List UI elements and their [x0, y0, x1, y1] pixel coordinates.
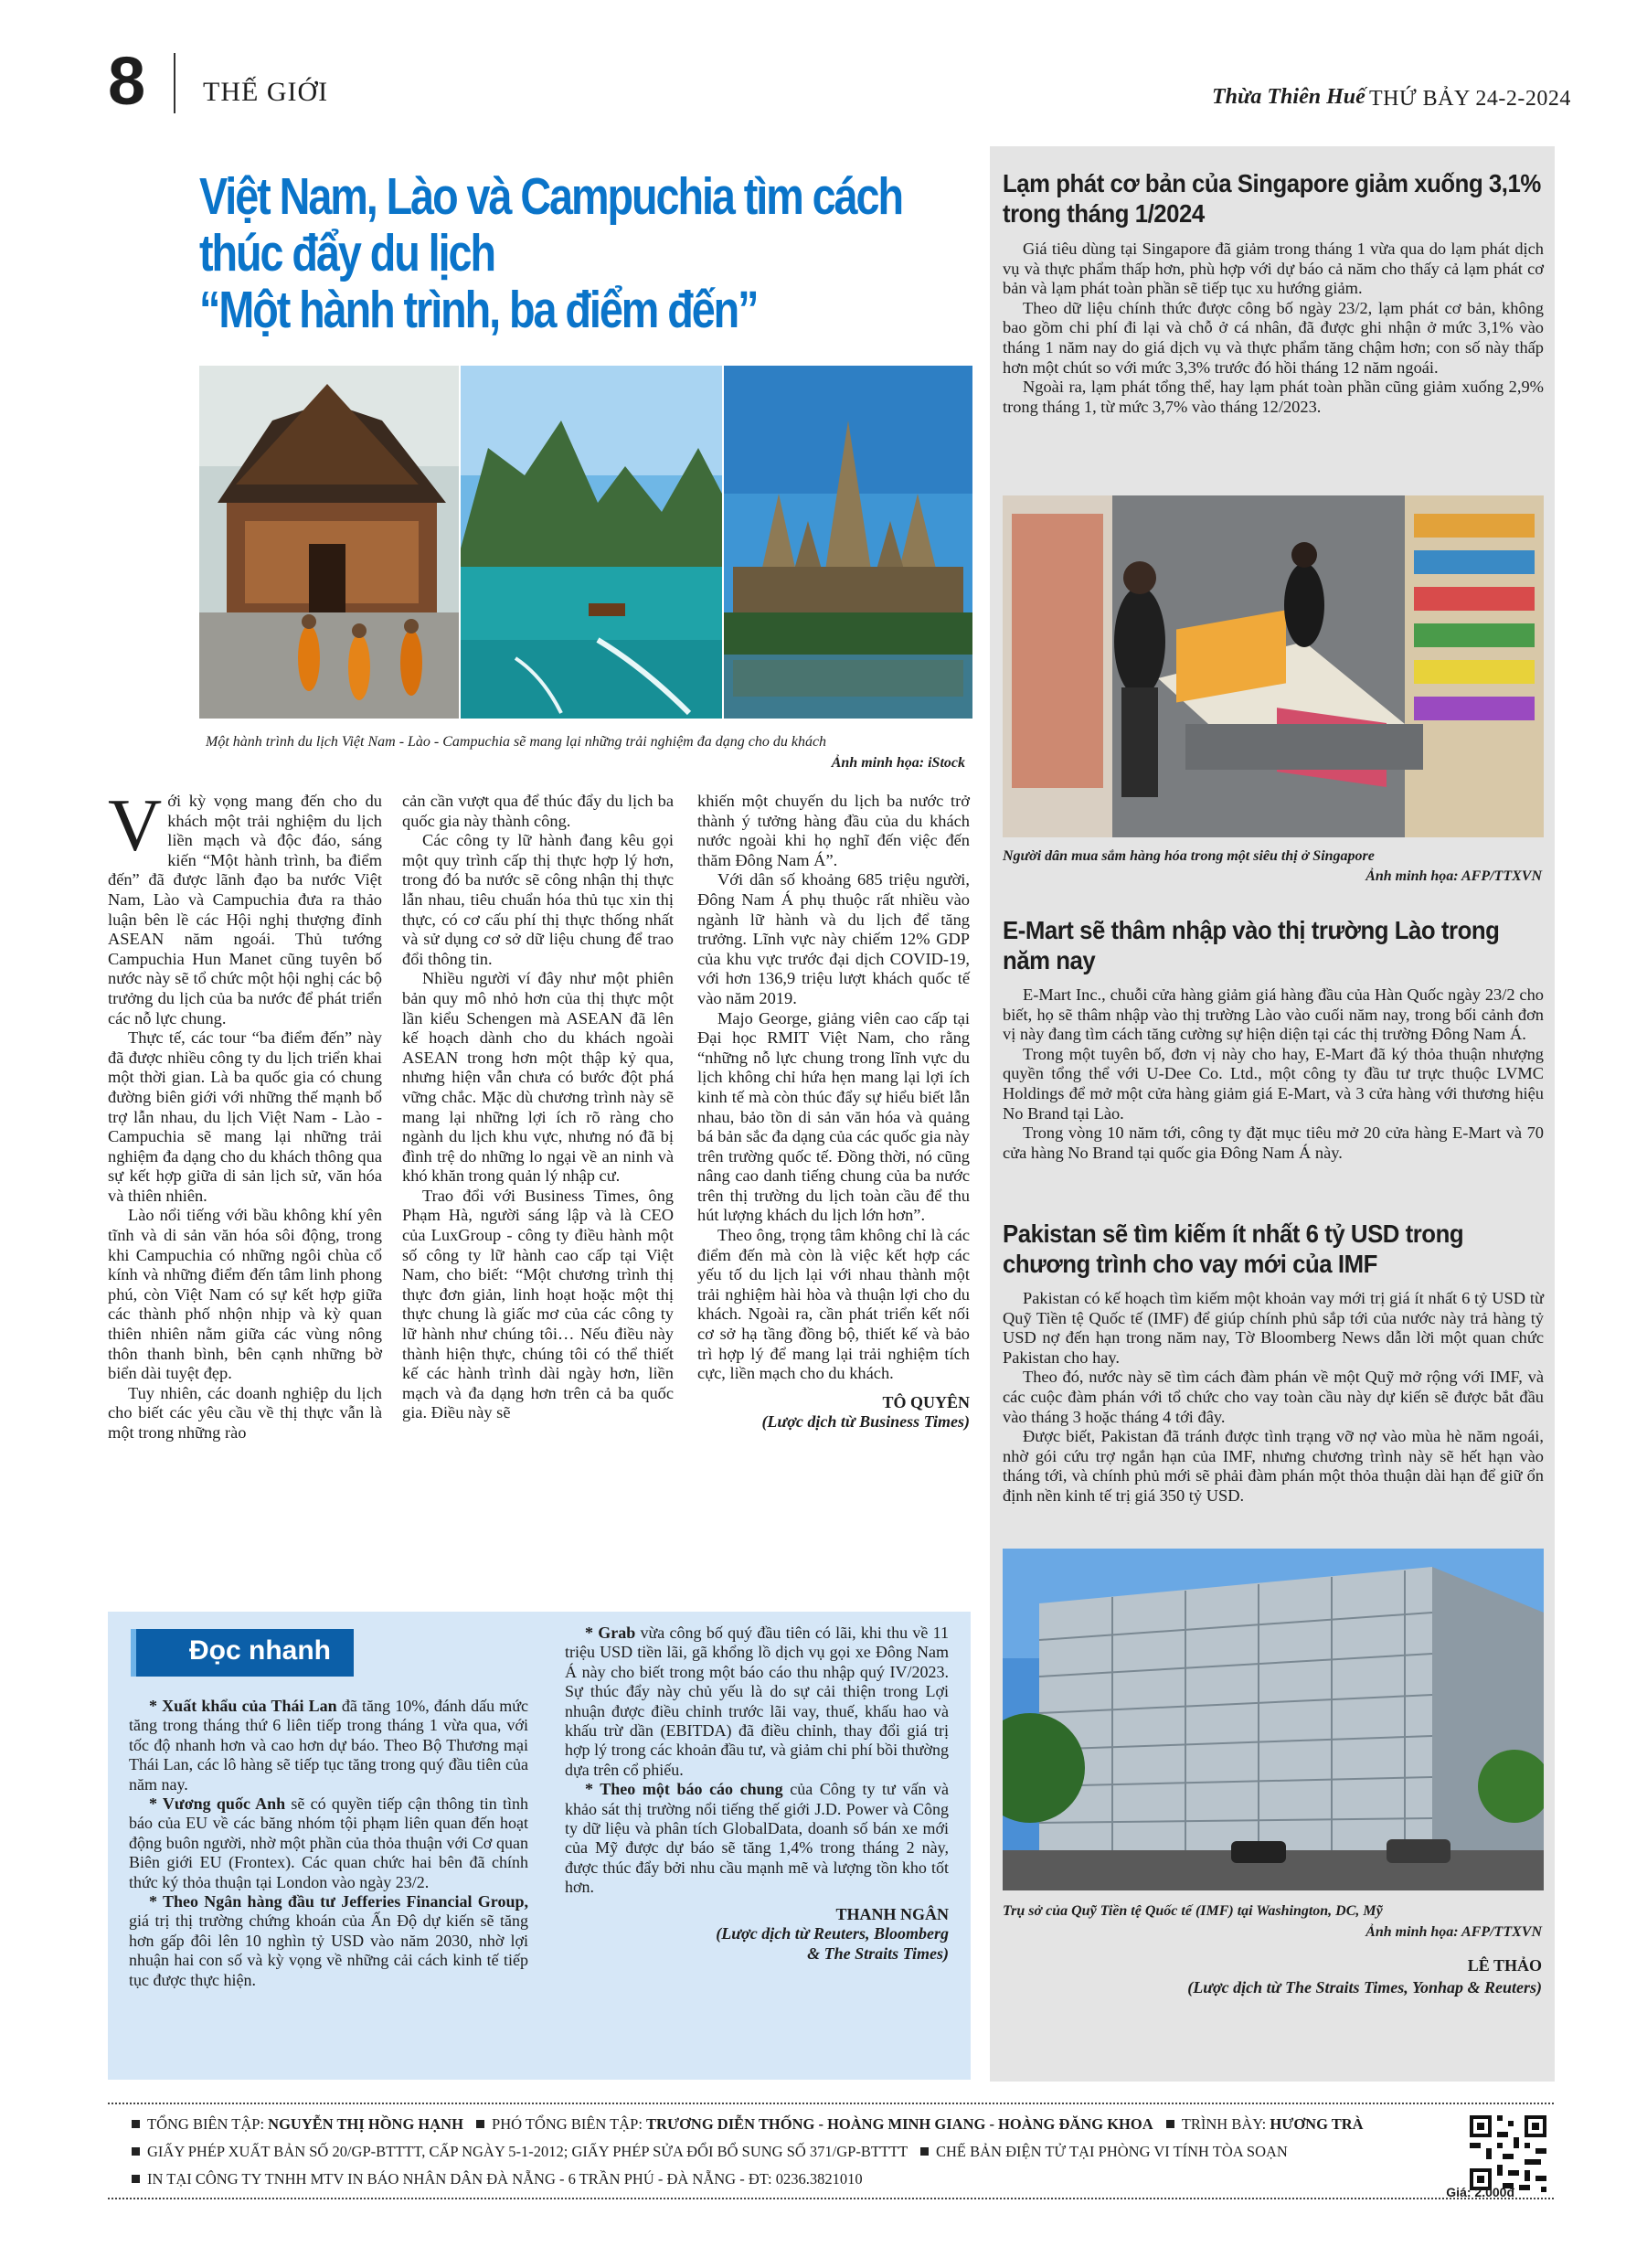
paragraph [108, 783, 382, 1028]
section-title: THẾ GIỚI [203, 77, 329, 107]
singapore-headline: Lạm phát cơ bản của Singapore giảm xuống 3,1% trong tháng 1/2024 [1003, 169, 1541, 228]
main-photo-caption: Một hành trình du lịch Việt Nam - Lào - Campuchia sẽ mang lại những trải nghiệm đa dạng cho du khách [206, 734, 827, 750]
quick-read-label: Đọc nhanh [131, 1629, 354, 1677]
footer-printer: IN TẠI CÔNG TY TNHH MTV IN BÁO NHÂN DÂN ĐÀ NẴNG - 6 TRẦN PHÚ - ĐÀ NẴNG - ĐT: 0236.3821010 [132, 2170, 863, 2188]
quick-read-source-1: (Lược dịch từ Reuters, Bloomberg [716, 1924, 949, 1943]
qr-code-icon [1466, 2112, 1550, 2194]
paragraph: Trong vòng 10 năm tới, công ty đặt mục tiêu mở 20 cửa hàng E-Mart và 70 cửa hàng No Brand tại quốc gia Đông Nam Á này. [1003, 1123, 1544, 1162]
paragraph: Trao đổi với Business Times, ông Phạm Hà, người sáng lập và là CEO của LuxGroup - công ty điều hành một số công ty lữ hành cao cấp tại Việt Nam, cho biết: “Một chương trình thị thực đơn giản, linh hoạt hoặc một thị thực chung là giấc mơ của các công ty lữ hành như chúng tôi… Nếu điều này thành hiện thực, chúng tôi có thể thiết kế các hành trình dài ngày hơn, liền mạch và đa dạng hơn trên cả ba quốc gia. Điều này sẽ [402, 1186, 674, 1422]
newspaper-name: Thừa Thiên Huế [1212, 85, 1365, 109]
quick-read-left [129, 1697, 528, 1990]
paragraph: Theo dữ liệu chính thức được công bố ngày 23/2, lạm phát cơ bản, không bao gồm chi phí đi lại và chỗ ở cá nhân, đã được ghi nhận ở mức 3,1% vào tháng 1 năm nay do giá dịch vụ và thực phẩm tăng chậm hơn; con số này thấp hơn một chút so với mức 3,3% trước đó hồi tháng 12 năm ngoái. [1003, 298, 1544, 377]
masthead-footer [108, 2103, 1554, 2199]
paragraph: E-Mart Inc., chuỗi cửa hàng giảm giá hàng đầu của Hàn Quốc ngày 23/2 cho biết, họ sẽ thâm nhập vào thị trường Lào vào cuối năm nay, trong bối cảnh đơn vị này đang tìm cách tăng cường sự hiện diện tại các thị trường Đông Nam Á. [1003, 985, 1544, 1044]
singapore-photo-credit: Ảnh minh họa: AFP/TTXVN [1365, 868, 1542, 884]
imf-building-photo [1003, 1549, 1544, 1890]
article-source: (Lược dịch từ Business Times) [761, 1412, 970, 1432]
sidebar-author: LÊ THẢO [1467, 1956, 1542, 1975]
article-column-2 [402, 792, 674, 1423]
price-label: Giá: 2.000đ [1446, 2185, 1514, 2199]
paragraph-text: ới kỳ vọng mang đến cho du khách một trải nghiệm du lịch liền mạch và độc đáo, sáng kiến “Một hành trình, ba điểm đến” đã được lãnh đạo ba nước Việt Nam, Lào và Campuchia đưa ra thảo luận bên lề các Hội nghị thượng đỉnh ASEAN năm ngoái. Thủ tướng Campuchia Hun Manet cũng tuyên bố nước này sẽ tổ chức một hội nghị các bộ trưởng du lịch của ba nước để phát triển các nỗ lực chung. [108, 792, 382, 1028]
halong-bay-photo [461, 366, 722, 719]
label-accent-bar [131, 1629, 136, 1677]
quick-item: * Theo Ngân hàng đầu tư Jefferies Financial Group, giá trị thị trường chứng khoán của Ấn Độ dự kiến sẽ tăng hơn gấp đôi lên 10 nghìn tỷ USD vào năm 2030, nhờ lợi nhuận hai con số và kỳ vọng về những cải cách kinh tế tiếp tục được thực hiện. [129, 1892, 528, 1989]
main-headline [199, 168, 972, 338]
quick-item: * Xuất khẩu của Thái Lan đã tăng 10%, đánh dấu mức tăng trong tháng thứ 6 liên tiếp trong tháng 1 vừa qua, với tốc độ nhanh hơn và cao hơn dự báo. Theo Bộ Thương mại Thái Lan, các lô hàng sẽ tiếp tục tăng trong quý đầu tiên của năm nay. [129, 1697, 529, 1794]
angkor-wat-photo [724, 366, 972, 719]
quick-item: * Grab vừa công bố quý đầu tiên có lãi, khi thu về 11 triệu USD tiền lãi, gã khổng lồ dịch vụ gọi xe Đông Nam Á này cho biết trong một báo cáo thu nhập quý IV/2023. Sự thúc đẩy này chủ yếu là do sự cải thiện trong Lợi nhuận được điều chỉnh trước lãi vay, thuế, khấu hao và khấu trừ dần (EBITDA) đã điều chỉnh, thay đổi giá trị hợp lý trong các khoản đầu tư, và giảm chi phí bồi thường dựa trên cổ phiếu. [565, 1624, 949, 1779]
paragraph: Giá tiêu dùng tại Singapore đã giảm trong tháng 1 vừa qua do lạm phát dịch vụ và thực phẩm thấp hơn, phù hợp với dự báo cả năm cho thấy cả lạm phát cơ bản và lạm phát toàn phần sẽ tiếp tục xu hướng giảm. [1003, 240, 1544, 298]
footer-editors: TỔNG BIÊN TẬP: NGUYỄN THỊ HỒNG HẠNH PHÓ TỔNG BIÊN TẬP: TRƯƠNG DIỄN THỐNG - HOÀNG MINH GIANG - HOÀNG ĐĂNG KHOA TRÌNH BÀY: HƯƠNG TRÀ [132, 2115, 1364, 2134]
paragraph: cản cần vượt qua để thúc đẩy du lịch ba quốc gia này thành công. [402, 792, 674, 830]
paragraph: Lào nổi tiếng với bầu không khí yên tĩnh và di sản văn hóa sôi động, trong khi Campuchia có những ngôi chùa cổ kính và những điểm đến tâm linh phong phú, còn Việt Nam có sự kết hợp giữa các thành phố nhộn nhịp và kỳ quan thiên nhiên nằm giữa các vùng nông thôn thanh bình, bên cạnh những bờ biển dài tuyệt đẹp. [108, 1206, 382, 1383]
emart-headline: E-Mart sẽ thâm nhập vào thị trường Lào trong năm nay [1003, 916, 1500, 974]
sidebar-source: (Lược dịch từ The Straits Times, Yonhap & Reuters) [1187, 1978, 1542, 1996]
paragraph: Theo ông, trọng tâm không chỉ là các điểm đến mà còn là việc kết hợp các yếu tố du lịch lại với nhau thành một trải nghiệm hài hòa và thuận lợi cho du khách. Ngoài ra, cần phát triển kết nối cơ sở hạ tầng đồng bộ, thiết kế và bảo trì hợp lý để mang lại trải nghiệm tích cực, liền mạch cho du khách. [697, 1226, 970, 1383]
page-number: 8 [108, 43, 146, 119]
paragraph: Trong một tuyên bố, đơn vị này cho hay, E-Mart đã ký thỏa thuận nhượng quyền tổng thể với U-Dee Co. Ltd., một công ty đầu tư trực thuộc LVMC Holdings để mở một cửa hàng giảm giá E-Mart, và 3 cửa hàng với thương hiệu No Brand tại Lào. [1003, 1044, 1544, 1123]
paragraph: Được biết, Pakistan đã tránh được tình trạng vỡ nợ vào mùa hè năm ngoái, nhờ gói cứu trợ ngắn hạn của IMF, nhưng chương trình này sẽ hết hạn vào tháng tới, và chính phủ mới sẽ phải đàm phán một thỏa thuận dài hạn để giữ ổn định nền kinh tế trị giá 350 tỷ USD. [1003, 1427, 1544, 1505]
pakistan-headline: Pakistan sẽ tìm kiếm ít nhất 6 tỷ USD trong chương trình cho vay mới của IMF [1003, 1219, 1464, 1278]
headline-line-2: “Một hành trình, ba điểm đến” [199, 281, 758, 339]
emart-body [1003, 985, 1544, 1163]
paragraph: Pakistan có kế hoạch tìm kiếm một khoản vay mới trị giá ít nhất 6 tỷ USD từ Quỹ Tiền tệ Quốc tế (IMF) để giúp chính phủ sắp tới của nước này trả hàng tỷ USD nợ đến hạn trong năm nay, Tờ Bloomberg News dẫn lời một quan chức Pakistan cho hay. [1003, 1289, 1544, 1367]
imf-photo-credit: Ảnh minh họa: AFP/TTXVN [1365, 1924, 1542, 1940]
laos-temple-photo [199, 366, 459, 719]
headline-line-1: Việt Nam, Lào và Campuchia tìm cách thúc đẩy du lịch [199, 167, 903, 282]
quick-item: * Vương quốc Anh sẽ có quyền tiếp cận thông tin tình báo của EU về các băng nhóm tội phạm liên quan đến hoạt động buôn người, nhờ một phần của thỏa thuận với Cơ quan Biên giới EU (Frontex). Các quan chức hai bên đã chính thức ký thỏa thuận tại London vào ngày 23/2. [129, 1794, 528, 1891]
singapore-body [1003, 240, 1544, 417]
footer-license: GIẤY PHÉP XUẤT BẢN SỐ 20/GP-BTTTT, CẤP NGÀY 5-1-2012; GIẤY PHÉP SỬA ĐỔI BỔ SUNG SỐ 371/GP-BTTTT CHẾ BẢN ĐIỆN TỬ TẠI PHÒNG VI TÍNH TÒA SOẠN [132, 2143, 1288, 2161]
supermarket-photo [1003, 495, 1544, 837]
pakistan-body [1003, 1289, 1544, 1507]
quick-read-right [565, 1624, 949, 1964]
quick-read-source-2: & The Straits Times) [807, 1943, 949, 1963]
imf-photo-caption: Trụ sở của Quỹ Tiền tệ Quốc tế (IMF) tại Washington, DC, Mỹ [1003, 1903, 1383, 1919]
quick-read-author: THANH NGÂN [835, 1904, 949, 1923]
paragraph: Tuy nhiên, các doanh nghiệp du lịch cho biết các yêu cầu về thị thực vẫn là một trong những rào [108, 1383, 382, 1442]
article-column-1 [108, 783, 382, 1443]
paragraph: Thực tế, các tour “ba điểm đến” này đã được nhiều công ty du lịch triển khai một thời gian. Là ba quốc gia có chung đường biên giới với những thế mạnh bổ trợ lẫn nhau, du lịch Việt Nam - Lào - Campuchia sẽ mang lại những trải nghiệm đa dạng cho du khách thông qua sự kết hợp giữa di sản lịch sử, văn hóa và thiên nhiên. [108, 1028, 382, 1205]
article-column-3 [697, 792, 970, 1432]
drop-cap: V [108, 783, 163, 867]
article-author: TÔ QUYÊN [882, 1392, 970, 1411]
paragraph: Ngoài ra, lạm phát tổng thể, hay lạm phát toàn phần cũng giảm xuống 2,9% trong tháng 1, từ mức 3,7% vào tháng 12/2023. [1003, 378, 1544, 416]
paragraph: Các công ty lữ hành đang kêu gọi một quy trình cấp thị thực hợp lý hơn, trong đó ba nước sẽ công nhận thị thực lẫn nhau, tiêu chuẩn hóa thủ tục xin thị thực, có cơ cấu phí thị thực thống nhất và sử dụng cơ sở dữ liệu chung để trao đổi thông tin. [402, 831, 674, 968]
header-divider [174, 53, 175, 113]
paragraph: Theo đó, nước này sẽ tìm cách đàm phán về một Quỹ mở rộng với IMF, và các cuộc đàm phán với tổ chức cho vay toàn cầu này dự kiến sẽ được bắt đầu vào tháng 3 hoặc tháng 4 tới đây. [1003, 1368, 1544, 1426]
paragraph: Với dân số khoảng 685 triệu người, Đông Nam Á phụ thuộc rất nhiều vào ngành lữ hành và du lịch để tăng trưởng. Lĩnh vực này chiếm 12% GDP của khu vực trước đại dịch COVID-19, với hơn 136,9 triệu lượt khách quốc tế vào năm 2019. [697, 870, 970, 1007]
quick-item: * Theo một báo cáo chung của Công ty tư vấn và khảo sát thị trường nổi tiếng thế giới J.D. Power và Công ty dữ liệu và phân tích GlobalData, doanh số bán xe mới của Mỹ được dự báo sẽ tăng 1,4% trong tháng 2 này, được thúc đẩy bởi nhu cầu mạnh mẽ và lượng tồn kho tốt hơn. [565, 1780, 949, 1897]
main-photo-credit: Ảnh minh họa: iStock [831, 755, 965, 771]
singapore-photo-caption: Người dân mua sắm hàng hóa trong một siêu thị ở Singapore [1003, 848, 1375, 864]
paragraph: Nhiều người ví đây như một phiên bản quy mô nhỏ hơn của thị thực một lần kiểu Schengen mà ASEAN đã lên kế hoạch dành cho du khách ngoài ASEAN trong hơn một thập kỷ qua, nhưng hiện vẫn chưa có bước đột phá vững chắc. Mặc dù chương trình này sẽ mang lại những lợi ích rõ ràng cho ngành du lịch khu vực, nhưng nó đã bị đình trệ do những lo ngại về an ninh và khó khăn trong quản lý nhập cư. [402, 969, 674, 1186]
paragraph: khiến một chuyến du lịch ba nước trở thành ý tưởng hàng đầu của du khách nước ngoài khi họ nghĩ đến việc đến thăm Đông Nam Á”. [697, 792, 970, 869]
paragraph: Majo George, giảng viên cao cấp tại Đại học RMIT Việt Nam, cho rằng “những nỗ lực chung trong lĩnh vực du lịch không chỉ hứa hẹn mang lại lợi ích kinh tế mà còn thúc đẩy sự hiểu biết lẫn nhau, bảo tồn di sản văn hóa và quảng bá bản sắc đa dạng của các quốc gia này trên trường quốc tế. Đồng thời, nó cũng nâng cao danh tiếng chung của ba nước trên thị trường du lịch toàn cầu để thu hút lượng khách du lịch lớn hơn”. [697, 1008, 970, 1225]
issue-date: THỨ BẢY 24-2-2024 [1369, 87, 1571, 111]
